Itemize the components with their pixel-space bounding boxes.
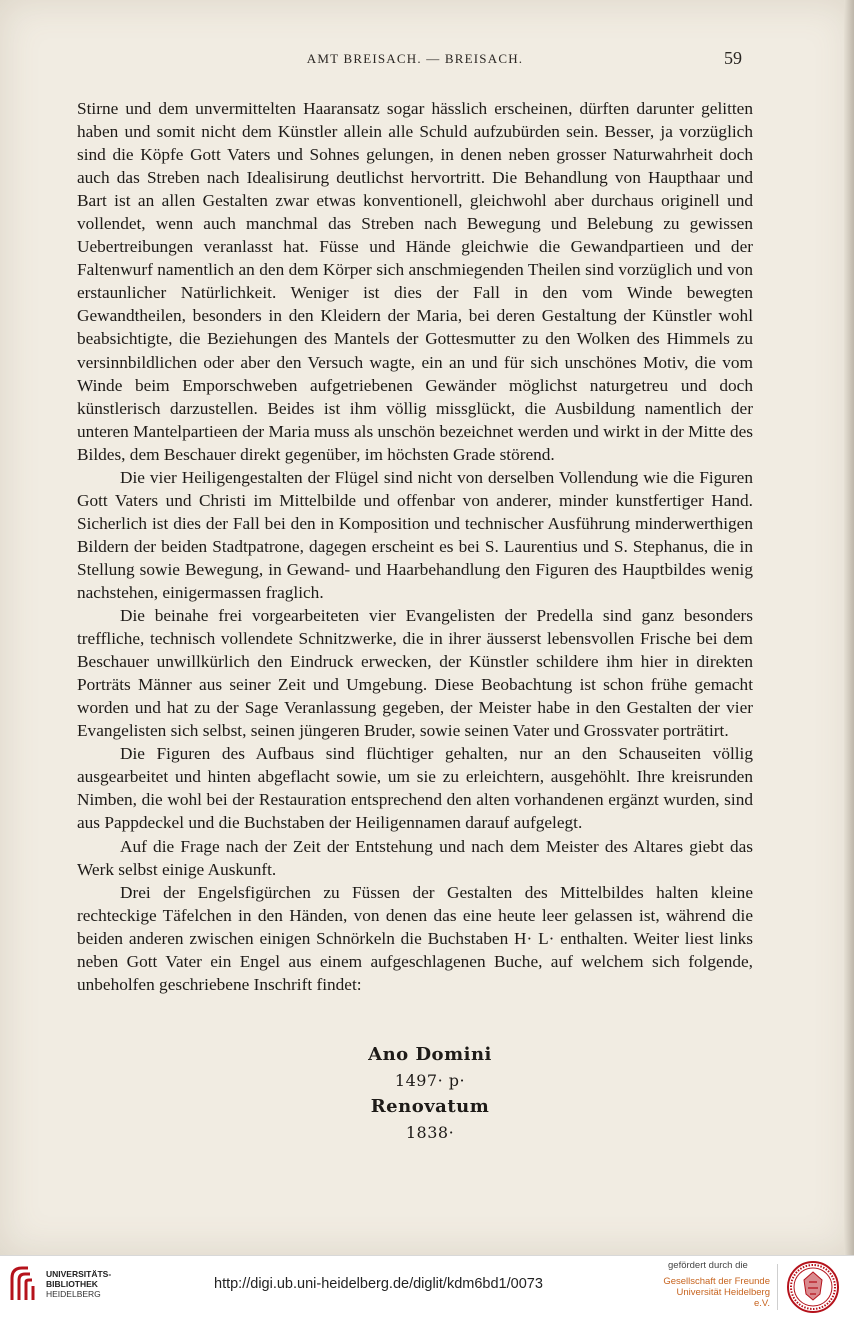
inscription-line-2: 1497· p·: [394, 1071, 466, 1090]
paragraph-1: Stirne und dem unvermittelten Haaransatz sogar hässlich erscheinen, dürften darunter gelitten haben und somit nicht dem Künstler allein alle Schuld aufzubürden sein. Besser, ja vorzüglich sind die Köpfe Gott Vaters und Sohnes gelungen, in denen neben grosser Naturwahrheit doch auch das Streben nach Idealisirung deutlichst hervortritt. Die Behandlung von Haupthaar und Bart ist an allen Gestalten zwar etwas konventionell, gleichwohl aber durchaus originell und vollendet, wenn auch manchmal das Streben nach Bewegung und Belebung zu gewissen Uebertreibungen veranlasst hat. Füsse und Hände gleichwie die Gewandpartieen und der Faltenwurf namentlich an den dem Körper sich anschmiegenden Theilen sind vorzüglich und von erstaunlicher Natürlichkeit. Weniger ist dies der Fall in den vom Winde bewegten Gewandtheilen, besonders in den Kleidern der Maria, bei deren Gestaltung der Künstler wohl beabsichtigte, die Beziehungen des Mantels der Gottesmutter zu den Wolken des Himmels zu versinnbildlichen oder aber den Versuch wagte, ein an und für sich unschönes Motiv, die vom Winde beim Emporschweben aufgetriebenen Gewänder möglichst naturgetreu und doch künstlerisch darzustellen. Beides ist ihm völlig missglückt, die Ausbildung namentlich der unteren Mantelpartieen der Maria muss als unschön bezeichnet werden und wirkt in der Mitte des Bildes, dem Beschauer direkt gegenüber, im höchsten Grade störend.: [77, 99, 753, 464]
paragraph-5: Auf die Frage nach der Zeit der Entstehung und nach dem Meister des Altares giebt das Werk selbst einige Auskunft.: [77, 836, 753, 879]
sponsor-name[interactable]: [660, 1276, 770, 1309]
sponsor-caption: gefördert durch die: [668, 1260, 748, 1271]
inscription-block: [240, 1042, 620, 1146]
library-name[interactable]: [46, 1269, 111, 1299]
sponsor-line-1: Gesellschaft der Freunde: [663, 1276, 770, 1287]
page-edge-shadow: [844, 0, 854, 1255]
library-name-line-1: UNIVERSITÄTS-: [46, 1269, 112, 1279]
paragraph-6: Drei der Engelsfigürchen zu Füssen der Gestalten des Mittelbildes halten kleine rechteckige Täfelchen in den Händen, von denen das eine heute leer gelassen ist, während die beiden anderen zwischen einigen Schnörkeln die Buchstaben H· L· enthalten. Weiter liest links neben Gott Vater ein Engel aus einem aufgeschlagenen Buche, auf welchem sich folgende, unbeholfen geschriebene Inschrift findet:: [77, 882, 753, 994]
inscription-line-1: Ano Domini: [368, 1044, 492, 1065]
library-name-line-3: HEIDELBERG: [46, 1289, 101, 1299]
page-number: 59: [724, 48, 742, 68]
inscription-line-4: 1838·: [405, 1123, 455, 1142]
university-library-logo-icon[interactable]: [8, 1264, 42, 1304]
sponsor-line-2: Universität Heidelberg e.V.: [676, 1287, 770, 1309]
permalink-url[interactable]: http://digi.ub.uni-heidelberg.de/diglit/kdm6bd1/0073: [214, 1276, 543, 1292]
paragraph-3: Die beinahe frei vorgearbeiteten vier Evangelisten der Predella sind ganz besonders treffliche, technisch vollendete Schnitzwerke, die in ihrer äusserst lebensvollen Frische bei dem Beschauer unwillkürlich den Eindruck erwecken, der Künstler schildere ihm hier in direkten Porträts Männer aus seiner Zeit und Umgebung. Diese Beobachtung ist schon frühe gemacht worden und hat zu der Sage Veranlassung gegeben, der Meister habe in den Gestalten der vier Evangelisten sich selbst, seinen jüngeren Bruder, sowie seinen Vater und Grossvater porträtirt.: [77, 606, 753, 741]
university-seal-icon: [786, 1260, 840, 1314]
paragraph-2: Die vier Heiligengestalten der Flügel sind nicht von derselben Vollendung wie die Figuren Gott Vaters und Christi im Mittelbilde und offenbar von anderer, minder kunstfertiger Hand. Sicherlich ist dies der Fall bei den in Komposition und technischer Ausführung minderwerthigen Bildern der beiden Stadtpatrone, dagegen erscheint es bei S. Laurentius und S. Stephanus, die in Stellung sowie Bewegung, in Gewand- und Haarbehandlung den Figuren des Hauptbildes wenig nachstehen, einigermassen fraglich.: [77, 467, 753, 602]
running-header: AMT BREISACH. — BREISACH.: [306, 51, 524, 66]
library-name-line-2: BIBLIOTHEK: [46, 1279, 98, 1289]
viewer-footer: [0, 1255, 854, 1317]
footer-divider: [777, 1264, 778, 1310]
body-text: [77, 97, 753, 996]
inscription-line-3: Renovatum: [370, 1096, 490, 1117]
paragraph-4: Die Figuren des Aufbaus sind flüchtiger gehalten, nur an den Schauseiten völlig ausgearbeitet und hinten abgeflacht sowie, um sie zu erleichtern, ausgehöhlt. Ihre kreisrunden Nimben, die wohl bei der Restauration entsprechend den alten vorhandenen ergänzt wurden, sind aus Pappdeckel und die Buchstaben der Heiligennamen darauf aufgelegt.: [77, 744, 753, 833]
